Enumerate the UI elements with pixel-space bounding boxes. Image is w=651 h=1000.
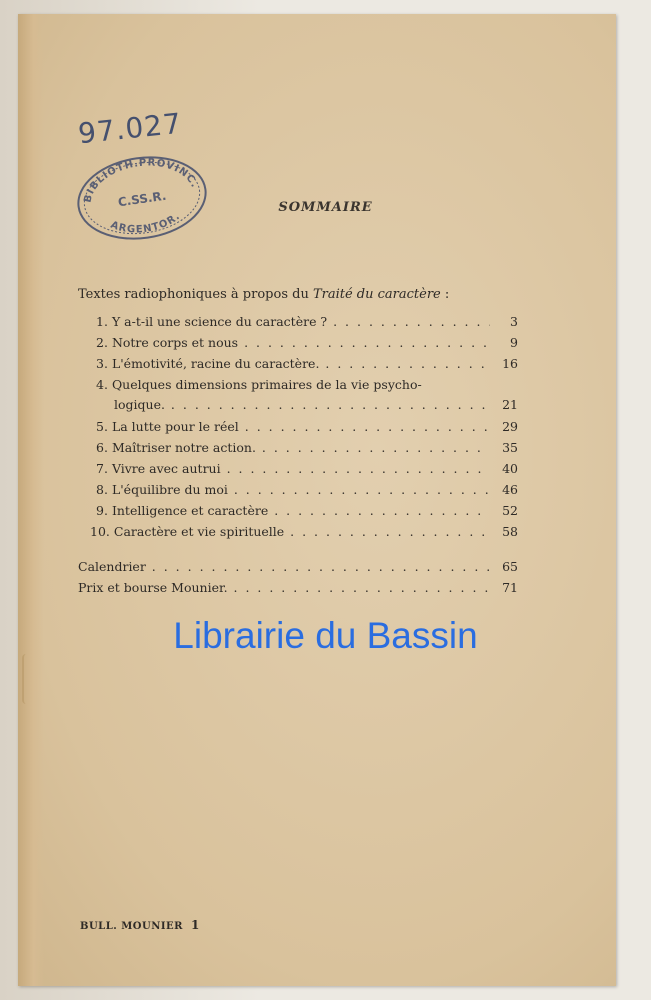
toc-page: 29 — [502, 419, 518, 434]
toc-page: 40 — [502, 461, 518, 476]
toc-label: Y a-t-il une science du caractère ? — [111, 314, 328, 329]
toc-label: La lutte pour le réel — [111, 419, 239, 434]
footer-page-number: 1 — [190, 918, 200, 932]
toc-page: 65 — [502, 559, 518, 574]
stamp-center-text: C.SS.R. — [117, 188, 168, 210]
page-spine — [18, 14, 44, 986]
toc-num: 2. — [96, 335, 108, 350]
toc-label: Caractère et vie spirituelle — [113, 524, 285, 539]
library-stamp — [72, 150, 212, 242]
toc-label: Intelligence et caractère — [111, 503, 269, 518]
toc-page: 21 — [502, 397, 518, 412]
table-of-contents — [78, 314, 518, 601]
toc-entry-calendrier — [78, 559, 518, 580]
toc-label-continued: logique. — [114, 397, 165, 412]
toc-entry-4 — [78, 377, 518, 419]
page-footer — [80, 918, 200, 932]
toc-page: 52 — [502, 503, 518, 518]
spine-crease — [22, 654, 34, 704]
toc-num: 10. — [90, 524, 110, 539]
toc-entry-prix — [78, 580, 518, 601]
toc-num: 1. — [96, 314, 108, 329]
toc-num: 9. — [96, 503, 108, 518]
toc-num: 4. — [96, 377, 108, 392]
toc-label: Quelques dimensions primaires de la vie psycho- — [111, 377, 422, 392]
toc-entry-9 — [78, 503, 518, 524]
toc-label: Calendrier — [78, 559, 146, 574]
toc-num: 7. — [96, 461, 108, 476]
toc-label: Notre corps et nous — [111, 335, 239, 350]
toc-entry-8 — [78, 482, 518, 503]
toc-page: 35 — [502, 440, 518, 455]
toc-page: 58 — [502, 524, 518, 539]
toc-label: L'équilibre du moi — [111, 482, 228, 497]
stamp-icon — [72, 150, 212, 242]
toc-entry-6 — [78, 440, 518, 461]
toc-page: 71 — [502, 580, 518, 595]
toc-num: 8. — [96, 482, 108, 497]
section-gap — [78, 545, 518, 559]
page-title: SOMMAIRE — [278, 200, 373, 215]
toc-intro — [78, 287, 449, 302]
toc-entry-5 — [78, 419, 518, 440]
intro-book-title: Traité du caractère — [312, 287, 441, 302]
intro-prefix: Textes radiophoniques à propos du — [78, 287, 313, 302]
toc-page: 9 — [510, 335, 518, 350]
toc-label: Maîtriser notre action. — [111, 440, 256, 455]
stamp-top-text: BIBLIOTH.PROVINC. — [82, 157, 201, 204]
toc-label: Vivre avec autrui — [111, 461, 221, 476]
toc-entry-1 — [78, 314, 518, 335]
toc-entry-7 — [78, 461, 518, 482]
toc-entry-10 — [78, 524, 518, 545]
toc-entry-3 — [78, 356, 518, 377]
handwritten-note: 97.027 — [76, 106, 184, 151]
toc-num: 6. — [96, 440, 108, 455]
toc-entry-2 — [78, 335, 518, 356]
intro-suffix: : — [440, 287, 450, 302]
toc-page: 16 — [502, 356, 518, 371]
toc-num: 5. — [96, 419, 108, 434]
watermark: Librairie du Bassin — [173, 615, 478, 656]
toc-num: 3. — [96, 356, 108, 371]
toc-page: 3 — [510, 314, 518, 329]
stamp-bottom-text: ARGENTOR. — [108, 210, 183, 236]
toc-label: L'émotivité, racine du caractère. — [111, 356, 320, 371]
toc-label: Prix et bourse Mounier. — [78, 580, 228, 595]
footer-text: BULL. MOUNIER — [80, 921, 183, 932]
toc-page: 46 — [502, 482, 518, 497]
